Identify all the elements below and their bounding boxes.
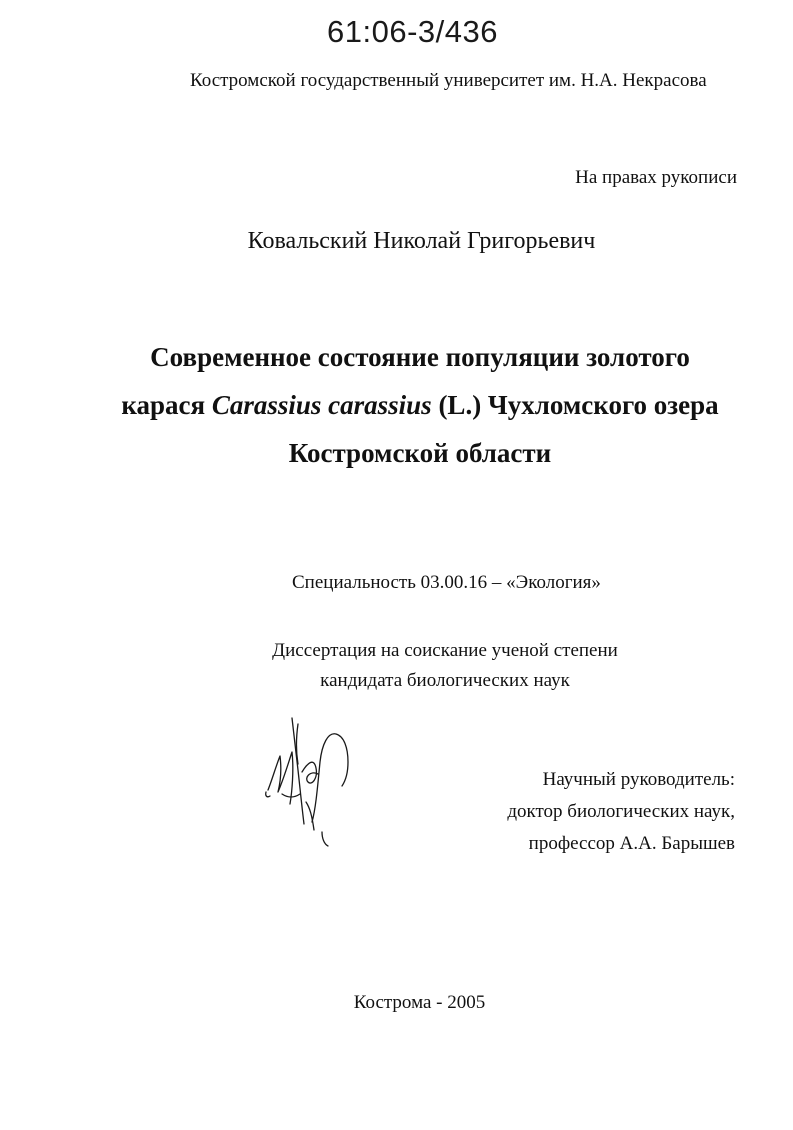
supervisor-degree: доктор биологических наук, (507, 801, 735, 822)
university-name: Костромской государственный университет им. Н.А. Некрасова (190, 70, 707, 91)
manuscript-rights-note: На правах рукописи (575, 167, 737, 188)
degree-statement-line-2: кандидата биологических наук (320, 670, 570, 691)
title-line-1: Современное состояние популяции золотого (150, 342, 690, 372)
city-and-year: Кострома - 2005 (353, 992, 486, 1013)
title-line-2-suffix: (L.) Чухломского озера (431, 390, 719, 420)
supervisor-name: профессор А.А. Барышев (528, 833, 735, 854)
specialty-line: Специальность 03.00.16 – «Экология» (292, 572, 601, 593)
supervisor-label: Научный руководитель: (542, 769, 735, 790)
degree-statement (270, 636, 620, 696)
title-line-2 (100, 381, 740, 429)
title-line-3: Костромской области (288, 438, 552, 468)
scientific-supervisor (507, 764, 735, 860)
species-latin-name: Carassius carassius (211, 390, 432, 420)
dissertation-title (100, 333, 740, 477)
title-line-2-prefix: карася (121, 390, 212, 420)
degree-statement-line-1: Диссертация на соискание ученой степени (272, 640, 618, 661)
library-stamp-number: 61:06-3/436 (327, 14, 498, 49)
handwritten-signature (262, 712, 372, 862)
author-name: Ковальский Николай Григорьевич (247, 228, 596, 254)
